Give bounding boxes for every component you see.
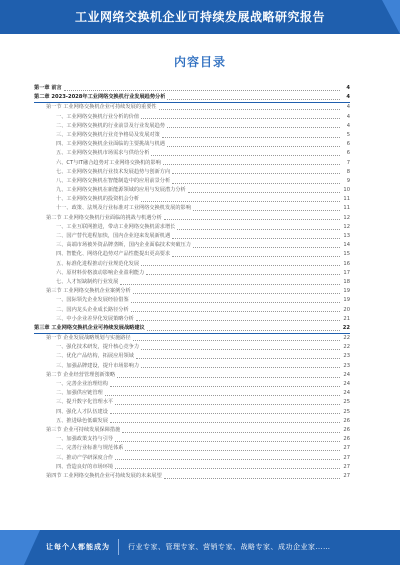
- toc-leader-dots: [151, 149, 340, 156]
- toc-page-number: 24: [343, 381, 350, 387]
- toc-entry-text: 三、高端市场被外资品牌垄断，国内企业面临技术突破压力: [56, 242, 191, 249]
- toc-page-number: 12: [343, 223, 350, 230]
- toc-entry-text: 二、国产替代进程加快，国内企业迎来发展新机遇: [56, 233, 171, 239]
- toc-leader-dots: [163, 159, 340, 166]
- toc-entry[interactable]: [34, 93, 350, 103]
- toc-entry-text: 三、提升数字化管理水平: [56, 399, 114, 406]
- toc-entry[interactable]: [34, 417, 350, 426]
- toc-entry[interactable]: [34, 352, 350, 361]
- toc-entry[interactable]: [34, 362, 350, 371]
- toc-entry[interactable]: [34, 241, 350, 250]
- toc-entry-text: 十一、政策、法规及行业标准对工业网络交换机发展的影响: [56, 205, 191, 212]
- toc-entry-text: 二、国内龙头企业成长路径分析: [56, 306, 129, 313]
- toc-entry[interactable]: [34, 223, 350, 232]
- toc-entry[interactable]: [34, 389, 350, 398]
- toc-leader-dots: [120, 278, 340, 285]
- toc-entry-text: 第一章 前言: [34, 85, 62, 91]
- toc-entry-text: 第四节 工业网络交换机企业可持续发展的未来展望: [46, 472, 162, 479]
- toc-entry[interactable]: [34, 343, 350, 352]
- toc-page-number: 24: [343, 390, 350, 397]
- footer-wave-decoration: [0, 530, 40, 565]
- toc-leader-dots: [115, 398, 340, 405]
- toc-entry[interactable]: [34, 186, 350, 195]
- toc-entry-text: 第二节 工业网络交换机行业面临的挑战与机遇分析: [46, 214, 162, 221]
- toc-entry-text: 第一节 企业发展战略规划与实施路径: [46, 335, 131, 342]
- toc-page-number: 27: [343, 454, 350, 461]
- toc-entry-text: 一、强化技术研发，提升核心竞争力: [56, 344, 140, 351]
- toc-entry[interactable]: [34, 398, 350, 407]
- toc-entry[interactable]: [34, 315, 350, 324]
- toc-entry-text: 七、人才短缺制约行业发展: [56, 278, 119, 285]
- toc-page-number: 10: [343, 187, 350, 194]
- toc-page-number: 26: [343, 426, 350, 433]
- toc-entry[interactable]: [34, 306, 350, 315]
- toc-leader-dots: [167, 122, 340, 129]
- toc-entry-text: 六、原材料价格波动影响企业盈利能力: [56, 269, 145, 276]
- toc-entry[interactable]: [34, 472, 350, 481]
- toc-entry[interactable]: [34, 84, 350, 93]
- toc-page-number: 9: [346, 177, 350, 184]
- toc-page-number: 8: [346, 168, 350, 175]
- toc-entry-text: 二、工业网络交换机的行业前景及行业发展趋势: [56, 122, 165, 129]
- toc-leader-dots: [162, 131, 340, 138]
- toc-entry[interactable]: [34, 371, 350, 380]
- toc-heading: 内容目录: [173, 55, 226, 69]
- toc-leader-dots: [122, 426, 340, 433]
- toc-entry-text: 三、中小企业差异化发展策略分析: [56, 315, 134, 322]
- toc-page-number: 25: [343, 399, 350, 406]
- toc-page-number: 26: [343, 417, 350, 424]
- toc-page-number: 11: [343, 196, 350, 203]
- toc-entry[interactable]: [34, 408, 350, 417]
- toc-leader-dots: [141, 113, 340, 120]
- toc-entry[interactable]: [34, 113, 350, 122]
- toc-page-number: 26: [343, 436, 350, 443]
- toc-entry-text: 三、加强品牌建设，提升市场影响力: [56, 362, 140, 369]
- toc-page-number: 16: [343, 260, 350, 267]
- toc-entry[interactable]: [34, 269, 350, 278]
- toc-leader-dots: [115, 435, 340, 442]
- toc-entry-text: 三、工业网络交换机行业竞争格局及发展对策: [56, 131, 160, 138]
- toc-leader-dots: [141, 195, 340, 202]
- toc-page-number: 19: [343, 297, 350, 304]
- toc-entry-text: 一、工业互联网推进，带动工业网络交换机需求增长: [56, 223, 176, 230]
- toc-page-number: 5: [346, 131, 350, 138]
- toc-entry-text: 一、国际领先企业发展经验借鉴: [56, 297, 129, 304]
- toc-page-number: 20: [343, 306, 350, 313]
- toc-page-number: 23: [343, 353, 350, 360]
- toc-leader-dots: [131, 306, 340, 313]
- toc-entry[interactable]: [34, 177, 350, 186]
- toc-entry-text: 二、加强供应链管理: [56, 390, 103, 397]
- toc-entry-text: 五、标准化进程推动行业规范化发展: [56, 260, 140, 267]
- toc-leader-dots: [159, 103, 340, 110]
- toc-entry[interactable]: [34, 122, 350, 131]
- toc-entry-text: 第二章 2023-2028年工业网络交换机行业发展趋势分析: [34, 94, 166, 101]
- toc-page-number: 4: [346, 94, 350, 101]
- toc-entry[interactable]: [34, 463, 350, 472]
- toc-leader-dots: [105, 389, 340, 396]
- toc-leader-dots: [141, 343, 340, 350]
- toc-page-number: 4: [346, 104, 350, 111]
- toc-leader-dots: [136, 315, 340, 322]
- toc-page-number: 6: [346, 141, 350, 148]
- toc-entry-text: 四、强化人才队伍建设: [56, 408, 108, 415]
- toc-entry[interactable]: [34, 214, 350, 223]
- report-title: 工业网络交换机企业可持续发展战略研究报告: [74, 10, 325, 24]
- toc-entry-text: 五、推进绿色低碳发展: [56, 417, 108, 424]
- toc-leader-dots: [64, 84, 340, 91]
- toc-entry-text: 九、工业网络交换机在新能源领域的应用与发展潜力分析: [56, 187, 186, 194]
- toc-leader-dots: [164, 214, 340, 221]
- toc-leader-dots: [172, 168, 340, 175]
- toc-page-number: 12: [343, 214, 350, 221]
- table-of-contents: [34, 84, 350, 481]
- toc-page-number: 19: [343, 288, 350, 295]
- toc-entry[interactable]: [34, 324, 350, 334]
- toc-entry[interactable]: [34, 435, 350, 444]
- toc-leader-dots: [188, 186, 340, 193]
- footer-divider: [118, 539, 119, 555]
- toc-leader-dots: [146, 269, 340, 276]
- toc-entry[interactable]: [34, 149, 350, 158]
- toc-entry[interactable]: [34, 454, 350, 463]
- toc-entry-text: 第三章 工业网络交换机企业可持续发展战略建议: [34, 324, 145, 331]
- toc-entry-text: 一、完善企业治理结构: [56, 381, 108, 387]
- toc-page-number: 15: [343, 251, 350, 258]
- toc-leader-dots: [172, 232, 340, 239]
- page-footer: [0, 530, 400, 565]
- toc-leader-dots: [110, 417, 340, 424]
- toc-entry[interactable]: [34, 168, 350, 177]
- toc-entry[interactable]: [34, 260, 350, 269]
- toc-entry[interactable]: [34, 159, 350, 168]
- toc-entry-text: 五、工业网络交换机市场需求与供给分析: [56, 150, 150, 157]
- toc-page-number: 17: [343, 269, 350, 276]
- toc-leader-dots: [147, 324, 340, 331]
- toc-page-number: 27: [343, 463, 350, 470]
- toc-page-number: 11: [343, 205, 350, 212]
- toc-leader-dots: [193, 241, 340, 248]
- toc-entry-text: 十、工业网络交换机的投资机会分析: [56, 196, 140, 203]
- toc-page-number: 24: [343, 371, 350, 378]
- footer-slogan: 让每个人都能成为: [46, 543, 110, 551]
- toc-leader-dots: [167, 140, 340, 147]
- toc-entry[interactable]: [34, 444, 350, 453]
- toc-entry[interactable]: [34, 103, 350, 112]
- toc-entry-text: 第二节 企业经营管理创新策略: [46, 371, 116, 378]
- toc-leader-dots: [177, 223, 340, 230]
- toc-leader-dots: [167, 93, 340, 100]
- toc-page-number: 4: [346, 122, 350, 129]
- toc-entry-text: 二、完善行业标准与规范体系: [56, 445, 124, 452]
- toc-leader-dots: [164, 472, 340, 479]
- toc-leader-dots: [133, 334, 340, 341]
- toc-entry[interactable]: [34, 250, 350, 259]
- page-header: [0, 0, 400, 34]
- toc-leader-dots: [172, 250, 340, 257]
- toc-entry-text: 一、加强政策支持与引导: [56, 436, 114, 443]
- toc-entry-text: 第三节 企业可持续发展保障措施: [46, 426, 121, 433]
- toc-leader-dots: [125, 444, 340, 451]
- toc-page-number: 4: [346, 85, 350, 91]
- toc-leader-dots: [117, 371, 340, 378]
- toc-page-number: 6: [346, 150, 350, 157]
- toc-page-number: 14: [343, 242, 350, 249]
- toc-entry[interactable]: [34, 278, 350, 287]
- toc-page-number: 27: [343, 472, 350, 479]
- toc-leader-dots: [193, 204, 340, 211]
- toc-leader-dots: [172, 177, 340, 184]
- toc-leader-dots: [133, 287, 340, 294]
- toc-leader-dots: [141, 362, 340, 369]
- toc-leader-dots: [115, 463, 340, 470]
- toc-entry-text: 六、CT与IT融合趋势对工业网络交换机的影响: [56, 159, 161, 166]
- toc-page-number: 18: [343, 278, 350, 285]
- toc-entry[interactable]: [34, 204, 350, 213]
- toc-leader-dots: [110, 408, 340, 415]
- toc-page-number: 4: [346, 113, 350, 120]
- toc-page-number: 25: [343, 408, 350, 415]
- toc-entry[interactable]: [34, 334, 350, 343]
- toc-entry-text: 七、工业网络交换机行业技术发展趋势与创新方向: [56, 168, 171, 175]
- toc-page-number: 13: [343, 233, 350, 239]
- toc-entry-text: 四、工业网络交换机企业面临的主要挑战与机遇: [56, 141, 165, 148]
- toc-entry[interactable]: [34, 380, 350, 389]
- toc-entry-text: 第三节 工业网络交换机企业案例分析: [46, 288, 131, 295]
- toc-page-number: 22: [343, 344, 350, 351]
- toc-entry-text: 二、优化产品结构，拓展应用领域: [56, 353, 134, 360]
- toc-page-number: 23: [343, 362, 350, 369]
- toc-entry[interactable]: [34, 232, 350, 241]
- toc-entry-text: 八、工业网络交换机在智能制造中的应用前景分析: [56, 177, 171, 184]
- footer-tagline: 行业专家、管理专家、营销专家、战略专家、成功企业家……: [128, 543, 331, 551]
- toc-entry[interactable]: [34, 140, 350, 149]
- toc-page-number: 21: [343, 315, 350, 322]
- toc-entry-text: 三、推动产学研深度合作: [56, 454, 114, 461]
- toc-leader-dots: [131, 296, 340, 303]
- toc-leader-dots: [115, 454, 340, 461]
- toc-leader-dots: [141, 260, 340, 267]
- toc-entry-text: 一、工业网络交换机行业分析的价值: [56, 113, 140, 120]
- toc-leader-dots: [136, 352, 340, 359]
- toc-entry[interactable]: [34, 296, 350, 305]
- toc-entry-text: 第一节 工业网络交换机企业可持续发展的重要性: [46, 104, 157, 111]
- toc-entry[interactable]: [34, 131, 350, 140]
- toc-leader-dots: [110, 380, 340, 387]
- toc-entry[interactable]: [34, 287, 350, 296]
- toc-entry-text: 四、智能化、网络化趋势对产品性能提出更高要求: [56, 251, 171, 258]
- toc-entry[interactable]: [34, 195, 350, 204]
- toc-entry-text: 四、营造良好的市场环境: [56, 463, 114, 470]
- toc-page-number: 27: [343, 445, 350, 452]
- toc-page-number: 7: [346, 159, 350, 166]
- toc-page-number: 22: [342, 324, 350, 331]
- toc-entry[interactable]: [34, 426, 350, 435]
- toc-page-number: 22: [343, 335, 350, 342]
